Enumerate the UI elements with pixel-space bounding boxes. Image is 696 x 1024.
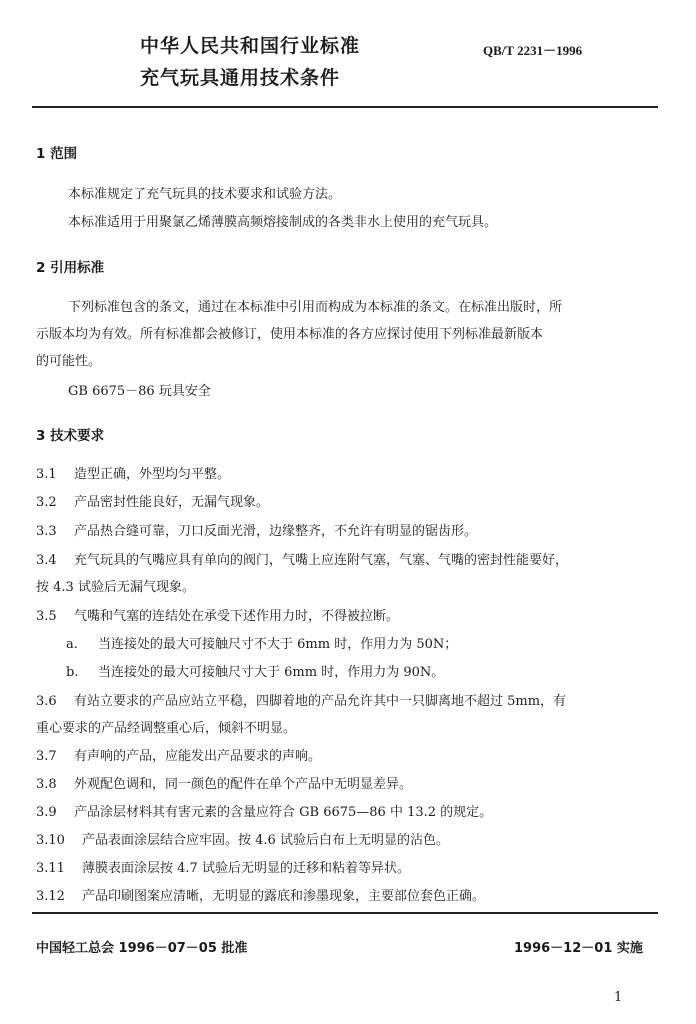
document-title: 充气玩具通用技术条件 [140, 67, 341, 89]
clause-number: 3.10 [36, 833, 65, 848]
standard-code: QB/T 2231－1996 [483, 43, 583, 58]
referenced-standard: GB 6675－86 玩具安全 [68, 384, 211, 399]
clause-3-5 [36, 605, 399, 624]
clause-3-8 [36, 773, 412, 792]
clause-text: 产品涂层材料其有害元素的含量应符合 GB 6675—86 中 13.2 的规定。 [74, 805, 493, 820]
clause-3-3 [36, 520, 477, 539]
clause-3-7 [36, 745, 321, 764]
footer-divider [32, 912, 658, 914]
effective-date: 1996－12－01 实施 [514, 941, 643, 956]
section-2-paragraph-line-2: 示版本均为有效。所有标准都会被修订，使用本标准的各方应探讨使用下列标准最新版本 [36, 327, 544, 342]
clause-number: 3.9 [36, 805, 57, 820]
clause-number: 3.8 [36, 777, 57, 792]
clause-text: 产品热合缝可靠，刀口反面光滑，边缘整齐，不允许有明显的锯齿形。 [74, 524, 478, 539]
clause-number: 3.11 [36, 861, 65, 876]
clause-3-5-a [66, 633, 457, 652]
clause-number: 3.4 [36, 553, 57, 568]
clause-3-4-continued: 按 4.3 试验后无漏气现象。 [36, 580, 195, 595]
clause-number: a. [66, 637, 78, 652]
clause-text: 充气玩具的气嘴应具有单向的阀门，气嘴上应连附气塞，气塞、气嘴的密封性能要好， [74, 553, 569, 568]
section-2-heading: 2 引用标准 [36, 260, 105, 276]
clause-text: 产品密封性能良好，无漏气现象。 [74, 495, 270, 510]
clause-text: 外观配色调和，同一颜色的配件在单个产品中无明显差异。 [74, 777, 413, 792]
approval-date: 中国轻工总会 1996－07－05 批准 [36, 941, 248, 956]
section-2-paragraph-line-3: 的可能性。 [36, 354, 102, 369]
clause-text: 气嘴和气塞的连结处在承受下述作用力时，不得被拉断。 [74, 609, 400, 624]
clause-number: 3.12 [36, 889, 65, 904]
clause-3-12 [36, 885, 485, 904]
clause-3-4 [36, 549, 568, 568]
clause-text: 当连接处的最大可接触尺寸大于 6mm 时，作用力为 90N。 [98, 665, 445, 680]
clause-text: 有站立要求的产品应站立平稳，四脚着地的产品允许其中一只脚离地不超过 5mm，有 [74, 694, 567, 709]
clause-text: 当连接处的最大可接触尺寸不大于 6mm 时，作用力为 50N； [98, 637, 458, 652]
clause-3-9 [36, 801, 492, 820]
clause-3-11 [36, 857, 410, 876]
clause-text: 造型正确，外型均匀平整。 [74, 467, 231, 482]
clause-3-2 [36, 491, 269, 510]
clause-number: 3.2 [36, 495, 57, 510]
section-2-paragraph-line-1: 下列标准包含的条文，通过在本标准中引用而构成为本标准的条文。在标准出版时，所 [68, 300, 563, 315]
clause-number: 3.7 [36, 749, 57, 764]
clause-3-1 [36, 463, 230, 482]
clause-text: 产品表面涂层结合应牢固。按 4.6 试验后白布上无明显的沾色。 [82, 833, 449, 848]
clause-number: 3.6 [36, 694, 57, 709]
clause-number: b. [66, 665, 79, 680]
clause-3-10 [36, 829, 449, 848]
clause-3-5-b [66, 661, 444, 680]
clause-number: 3.1 [36, 467, 57, 482]
section-3-heading: 3 技术要求 [36, 428, 105, 444]
clause-text: 薄膜表面涂层按 4.7 试验后无明显的迁移和粘着等异状。 [82, 861, 410, 876]
clause-number: 3.5 [36, 609, 57, 624]
header-divider [32, 106, 658, 108]
section-1-paragraph-2: 本标准适用于用聚氯乙烯薄膜高频熔接制成的各类非水上使用的充气玩具。 [68, 215, 498, 230]
standard-category-title: 中华人民共和国行业标准 [140, 35, 361, 57]
clause-text: 有声响的产品，应能发出产品要求的声响。 [74, 749, 322, 764]
section-1-paragraph-1: 本标准规定了充气玩具的技术要求和试验方法。 [68, 187, 342, 202]
section-1-heading: 1 范围 [36, 146, 78, 162]
clause-3-6 [36, 690, 566, 709]
clause-3-6-continued: 重心要求的产品经调整重心后，倾斜不明显。 [36, 721, 297, 736]
page-number: 1 [614, 990, 623, 1005]
clause-number: 3.3 [36, 524, 57, 539]
clause-text: 产品印刷图案应清晰，无明显的露底和渗墨现象，主要部位套色正确。 [82, 889, 486, 904]
